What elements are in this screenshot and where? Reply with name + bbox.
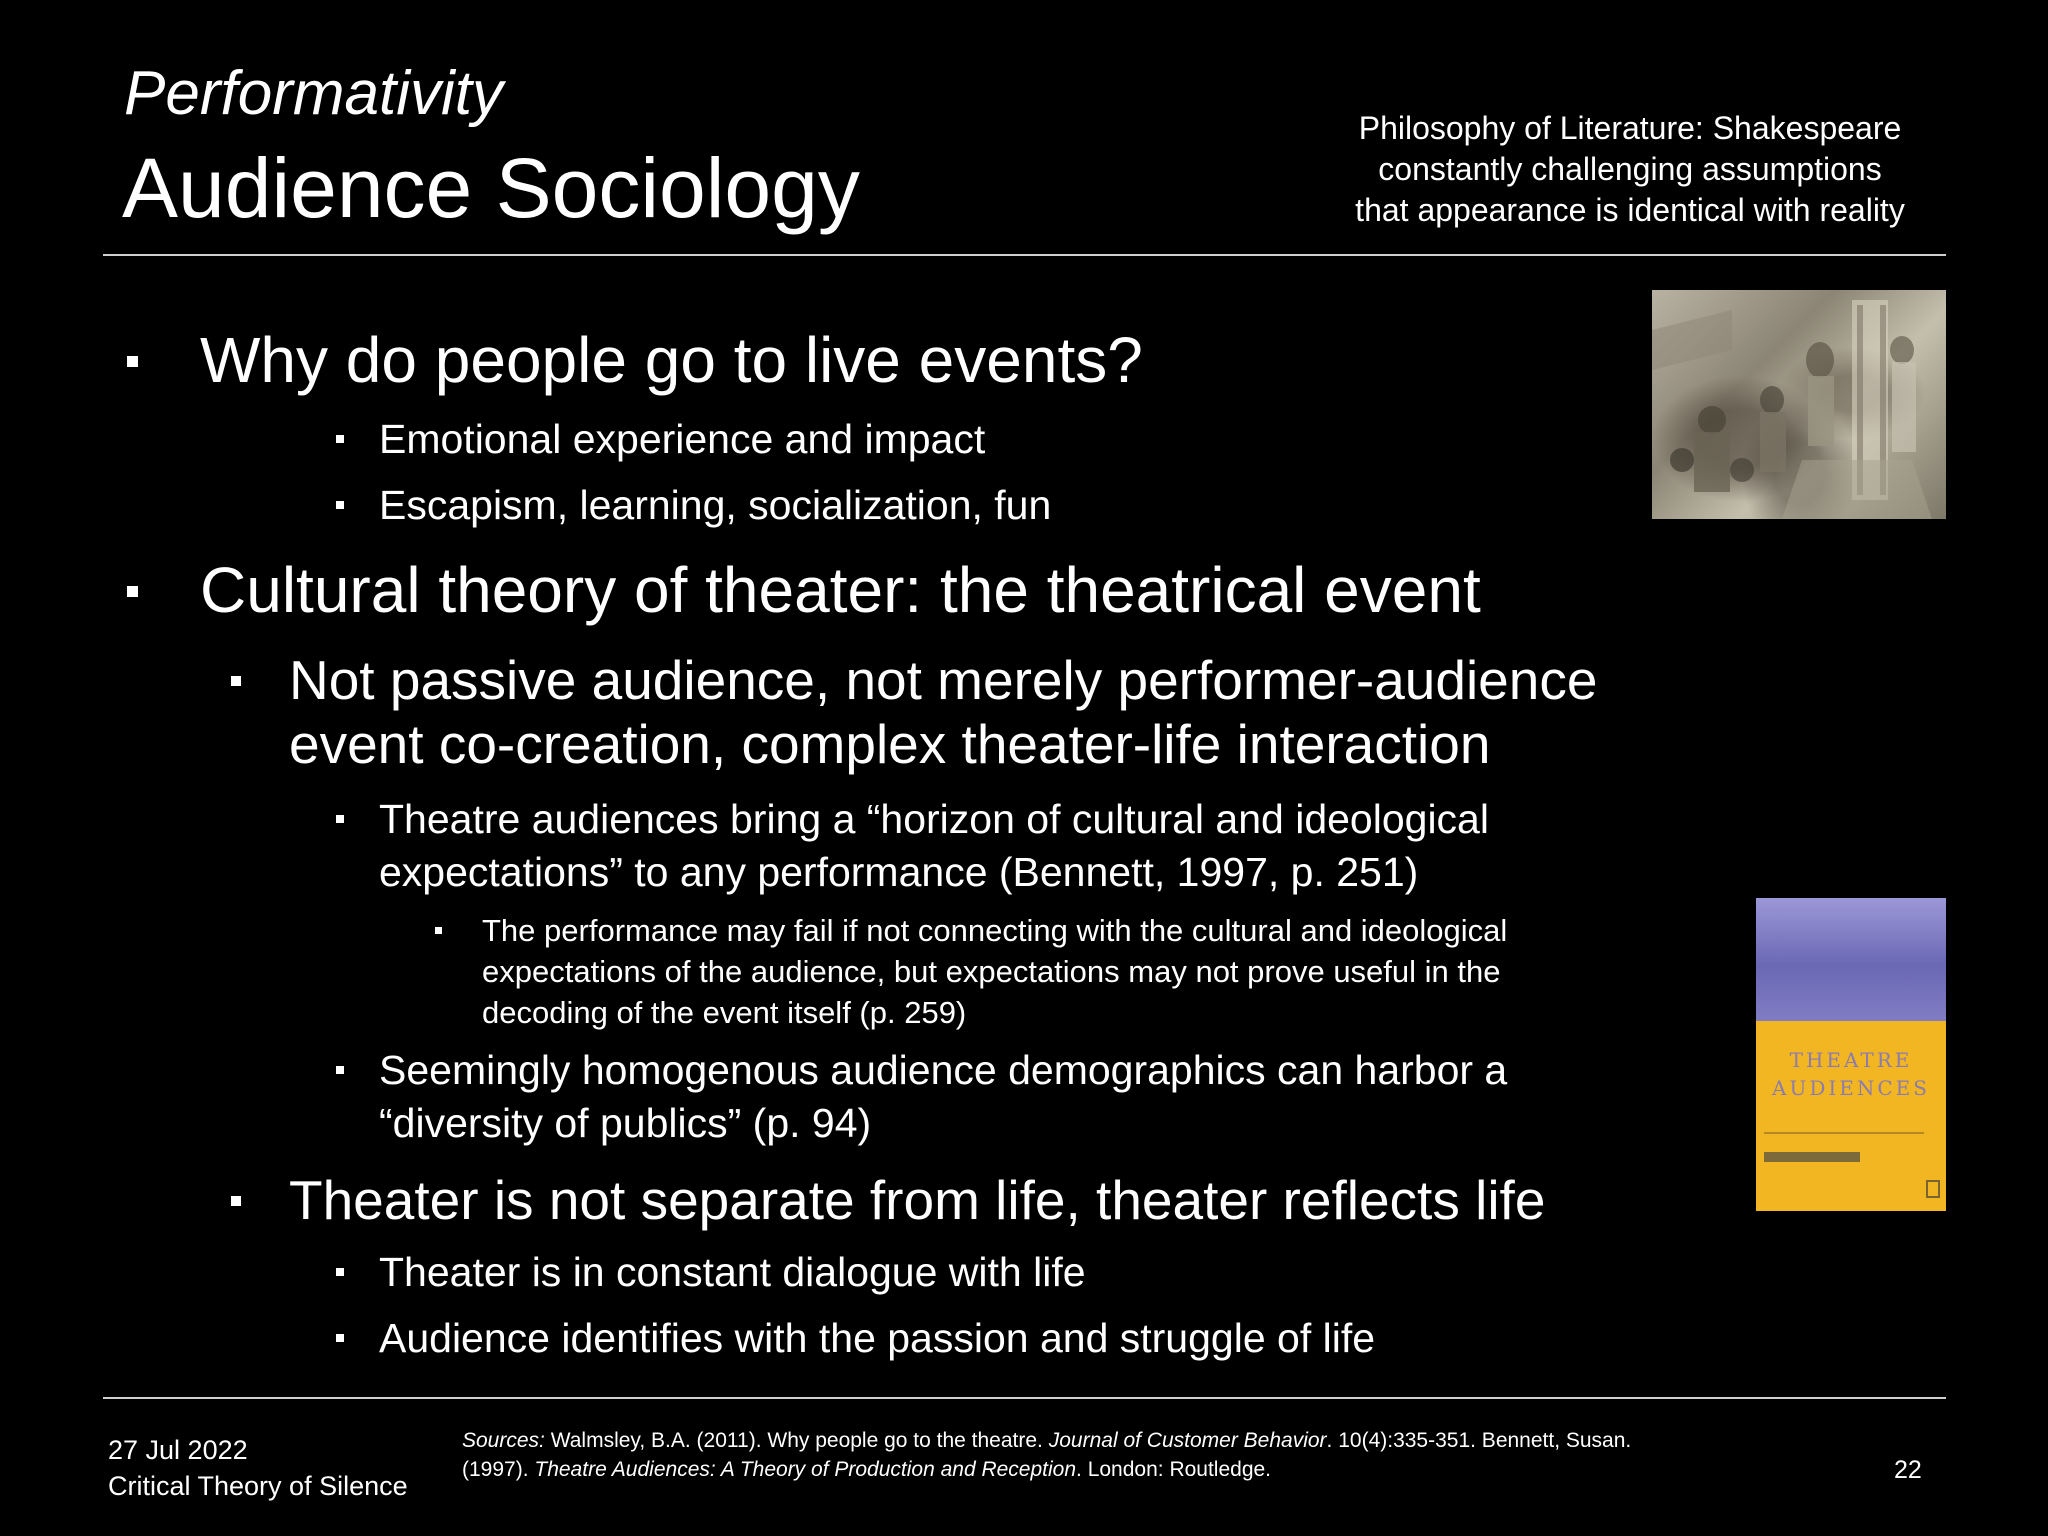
footer-divider [103,1397,1946,1399]
sources-line [462,1426,1772,1455]
bullet-marker-icon [336,1066,344,1074]
bullet-text-line: “diversity of publics” (p. 94) [379,1100,872,1146]
theatre-engraving-image [1652,290,1946,519]
bullet-text: Escapism, learning, socialization, fun [379,482,1052,528]
subtitle-line: that appearance is identical with reality [1355,192,1905,228]
bullet-text-line: The performance may fail if not connecting with the cultural and ideological [482,913,1508,948]
bullet-text-line: Theatre audiences bring a “horizon of cultural and ideological [379,796,1489,842]
bullet-text-line: Seemingly homogenous audience demographics can harbor a [379,1047,1508,1093]
sources-citation [462,1426,1772,1484]
bullet-text-line: Not passive audience, not merely performer-audience [289,649,1598,711]
slide-title: Audience Sociology [122,141,860,235]
bullet-marker-icon [336,815,344,823]
sources-line [462,1455,1772,1484]
book-title-line: THEATRE [1789,1048,1913,1072]
bullet-marker-icon [231,676,241,686]
footer-date: 27 Jul 2022 [108,1435,248,1465]
footer-info [108,1432,408,1504]
book-author-bar [1764,1152,1860,1162]
bullet-text [289,648,1597,776]
sources-label: Sources: [462,1429,545,1452]
source-journal: Journal of Customer Behavior [1048,1429,1327,1452]
bullet-text: Cultural theory of theater: the theatrical event [200,554,1481,626]
header-divider [103,254,1946,256]
bullet-marker-icon [127,586,138,597]
bullet-text-line: expectations” to any performance (Bennett, 1997, p. 251) [379,849,1419,895]
slide-subtitle [1300,108,1960,231]
slide-kicker: Performativity [124,59,503,128]
bullet-marker-icon [336,435,344,443]
subtitle-line: constantly challenging assumptions [1378,151,1882,187]
bullet-marker-icon [127,356,138,367]
book-title-line: AUDIENCES [1772,1076,1930,1100]
book-cover-illustration [1756,898,1946,1021]
bullet-marker-icon [435,927,442,934]
source-text: (1997). [462,1458,535,1481]
bullet-text: Theater is not separate from life, theater reflects life [289,1169,1546,1231]
bullet-text-line: expectations of the audience, but expectations may not prove useful in the [482,954,1501,989]
bullet-text [482,910,1507,1033]
engraving-illustration [1652,290,1946,519]
book-subtitle-bar [1764,1132,1924,1134]
bullet-marker-icon [336,1268,344,1276]
bullet-text-line: event co-creation, complex theater-life interaction [289,713,1491,775]
bullet-text: Emotional experience and impact [379,416,986,462]
page-number: 22 [1894,1456,1922,1484]
source-text: . 10(4):335-351. Bennett, Susan. [1326,1429,1632,1452]
bullet-text: Why do people go to live events? [200,324,1143,396]
bullet-marker-icon [336,501,344,509]
bullet-marker-icon [336,1334,344,1342]
source-text: . London: Routledge. [1076,1458,1272,1481]
subtitle-line: Philosophy of Literature: Shakespeare [1358,110,1902,146]
bullet-marker-icon [231,1196,241,1206]
bullet-text-line: decoding of the event itself (p. 259) [482,995,967,1030]
bullet-text [379,793,1489,899]
footer-course: Critical Theory of Silence [108,1471,408,1501]
bullet-text: Theater is in constant dialogue with life [379,1249,1086,1295]
theatre-audiences-book-cover [1756,898,1946,1211]
source-book-title: Theatre Audiences: A Theory of Production and Reception [534,1458,1077,1481]
publisher-logo-icon [1926,1180,1940,1198]
bullet-text: Audience identifies with the passion and struggle of life [379,1315,1376,1361]
bullet-text [379,1044,1507,1150]
source-text: Walmsley, B.A. (2011). Why people go to the theatre. [544,1429,1049,1452]
